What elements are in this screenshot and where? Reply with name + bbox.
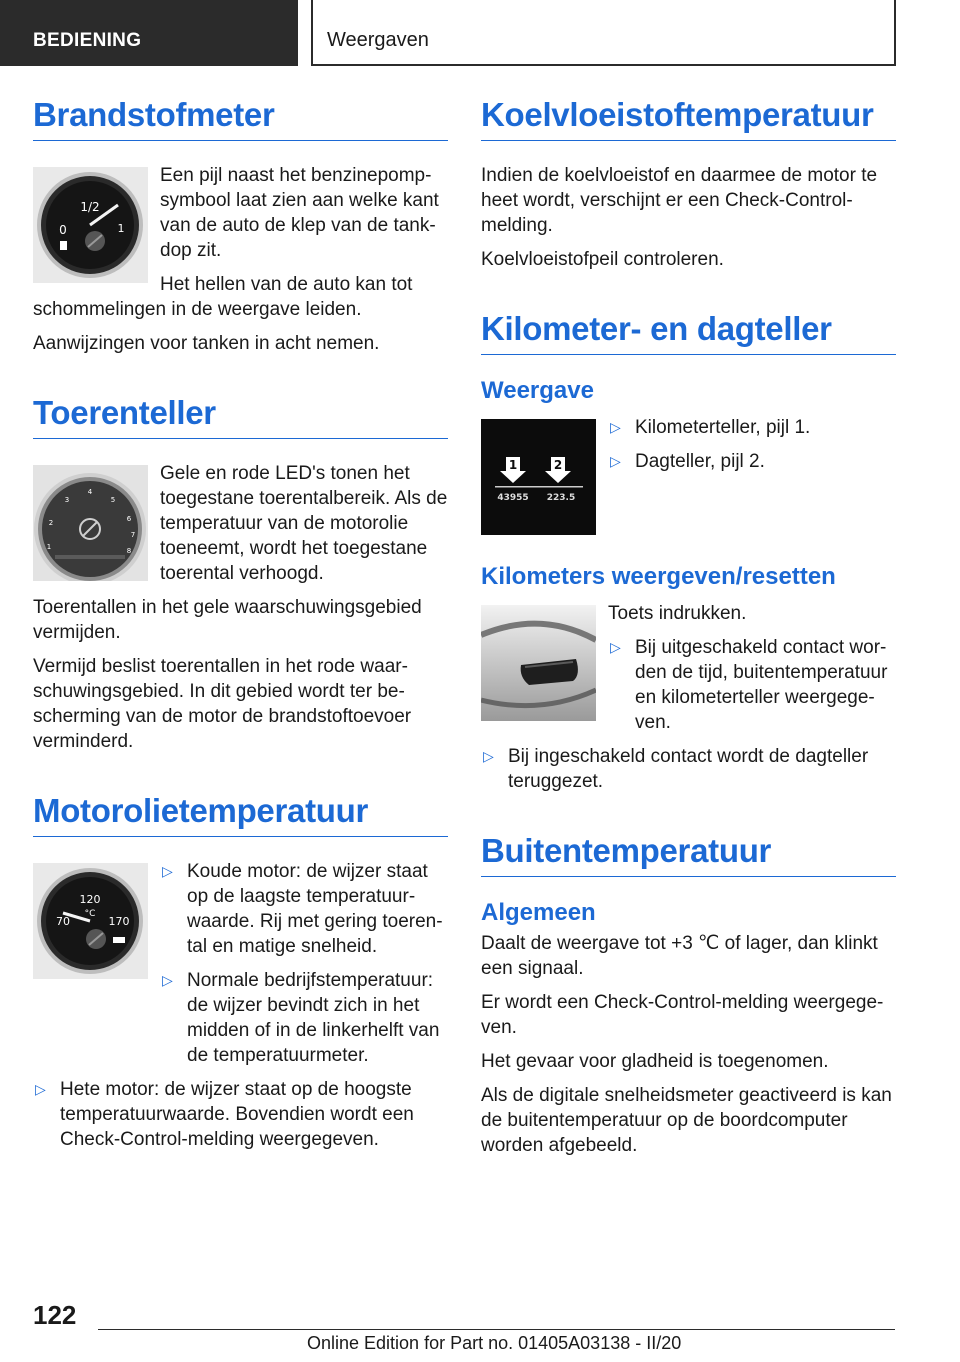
coolant-paragraph-2: Koelvloeistofpeil controleren. [481,249,724,270]
list-item: ▷ Hete motor: de wijzer staat op de hoogste temperatuurwaarde. Bovendien wordt een Check-Control-melding weergegeven. [35,1079,414,1150]
coolant-paragraph-1: Indien de koelvloeistof en daarmee de motor te heet wordt, verschijnt er een Check-Control-melding. [481,165,878,236]
right-column [481,96,896,1196]
oil-temp-gauge-image [33,863,148,979]
oil-gauge-high-label: 170 [108,915,130,928]
odometer-display-list [608,415,896,483]
coolant-heading: Koelvloeistoftemperatuur [481,96,896,141]
fuel-paragraph-3: Aanwijzingen voor tanken in acht nemen. [33,333,380,354]
arrow-bullet-icon: ▷ [483,748,494,764]
oil-temp-heading: Motorolietemperatuur [33,792,448,837]
oil-temp-list-2 [33,1077,448,1152]
odometer-value: 43955 [497,493,529,503]
tachometer-section [33,394,448,754]
tachometer-paragraph-1: Gele en rode LED's tonen het toegestane toerentalbereik. Als de temperatuur van de motorolie toeneemt, wordt het toegestane toerental verhoogd. [160,463,448,584]
arrow-1-label: 1 [508,458,518,472]
section-tab: BEDIENING [0,0,298,66]
coolant-section [481,96,896,272]
page-number: 122 [33,1300,77,1330]
arrow-bullet-icon: ▷ [610,453,621,469]
list-item: ▷ Kilometerteller, pijl 1. [610,417,811,438]
arrow-bullet-icon: ▷ [610,419,621,435]
tacho-digit: 3 [64,496,70,504]
list-item: ▷ Bij uitgeschakeld contact worden de tijd, buitentemperatuur en kilometerteller weergegeven. [610,637,888,733]
tachometer-heading: Toerenteller [33,394,448,439]
list-item: ▷ Koude motor: de wijzer staat op de laagste temperatuurwaarde. Rij met gering toerental en matige snelheid. [162,861,443,957]
reset-paragraph: Toets indrukken. [608,603,747,624]
outside-paragraph-4: Als de digitale snelheidsmeter geactiveerd is kan de buitentemperatuur op de boordcomputer worden afgebeeld. [481,1085,892,1156]
outside-temp-heading: Buitentemperatuur [481,832,896,877]
page-header [0,0,960,66]
fuel-paragraph-2: Het hellen van de auto kan tot schommelingen in de weergave leiden. [33,274,413,320]
list-item: ▷ Normale bedrijfstemperatuur: de wijzer bevindt zich in het midden of in de linkerhelft van de temperatuurmeter. [162,970,440,1066]
odometer-display-image [481,419,596,535]
tacho-digit: 1 [46,543,52,551]
tacho-digit: 6 [126,515,132,523]
oil-gauge-unit: °C [84,909,96,919]
tacho-digit: 4 [87,488,93,496]
oil-temp-section [33,792,448,1152]
fuel-paragraph-1: Een pijl naast het benzinepompsymbool laat zien aan welke kant van de auto de klep van de tankdop zit. [160,165,439,261]
odometer-section [481,310,896,794]
left-column [33,96,448,1190]
outside-paragraph-1: Daalt de weergave tot +3 ℃ of lager, dan klinkt een signaal. [481,933,878,979]
tacho-digit: 7 [130,531,136,539]
edition-note: Online Edition for Part no. 01405A03138 - II/20 [307,1333,682,1353]
oil-gauge-low-label: 70 [56,915,70,928]
fuel-gauge-full-label: 1 [117,222,125,235]
tachometer-paragraph-3: Vermijd beslist toerentallen in het rode waarschuwingsgebied. In dit gebied wordt ter bescherming van de motor de brandstoftoevoer verminderd. [33,656,412,752]
tacho-digit: 2 [48,519,54,527]
chapter-title: Weergaven [311,0,896,66]
outside-temp-section [481,832,896,1158]
arrow-bullet-icon: ▷ [35,1081,46,1097]
outside-paragraph-3: Het gevaar voor gladheid is toegenomen. [481,1051,829,1072]
arrow-bullet-icon: ▷ [162,863,173,879]
odometer-display-subheading: Weergave [481,377,594,404]
odometer-reset-subheading: Kilometers weergeven/resetten [481,563,836,590]
tachometer-paragraph-2: Toerentallen in het gele waarschuwingsgebied vermijden. [33,597,422,643]
fuel-gauge-heading: Brandstofmeter [33,96,448,141]
oil-gauge-mid-label: 120 [79,893,101,906]
reset-button-image [481,605,596,721]
tacho-digit: 5 [110,496,116,504]
fuel-pump-icon [60,241,67,250]
arrow-bullet-icon: ▷ [162,972,173,988]
oil-temp-list [160,859,448,1077]
outside-paragraph-2: Er wordt een Check-Control-melding weergegeven. [481,992,884,1038]
tacho-digit: 8 [126,547,132,555]
list-item: ▷ Bij ingeschakeld contact wordt de dagteller teruggezet. [483,746,869,792]
fuel-gauge-image [33,167,148,283]
fuel-gauge-empty-label: 0 [59,223,67,237]
oil-can-icon [113,937,125,943]
reset-list [608,635,896,744]
footer-divider [98,1329,895,1330]
arrow-2-label: 2 [553,458,563,472]
arrow-bullet-icon: ▷ [610,639,621,655]
outside-temp-subheading: Algemeen [481,899,596,926]
odometer-heading: Kilometer- en dagteller [481,310,896,355]
tripmeter-value: 223.5 [546,493,576,503]
reset-list-2 [481,744,896,794]
list-item: ▷ Dagteller, pijl 2. [610,451,765,472]
fuel-gauge-section [33,96,448,356]
fuel-gauge-half-label: 1/2 [80,200,100,214]
tachometer-image [33,465,148,581]
